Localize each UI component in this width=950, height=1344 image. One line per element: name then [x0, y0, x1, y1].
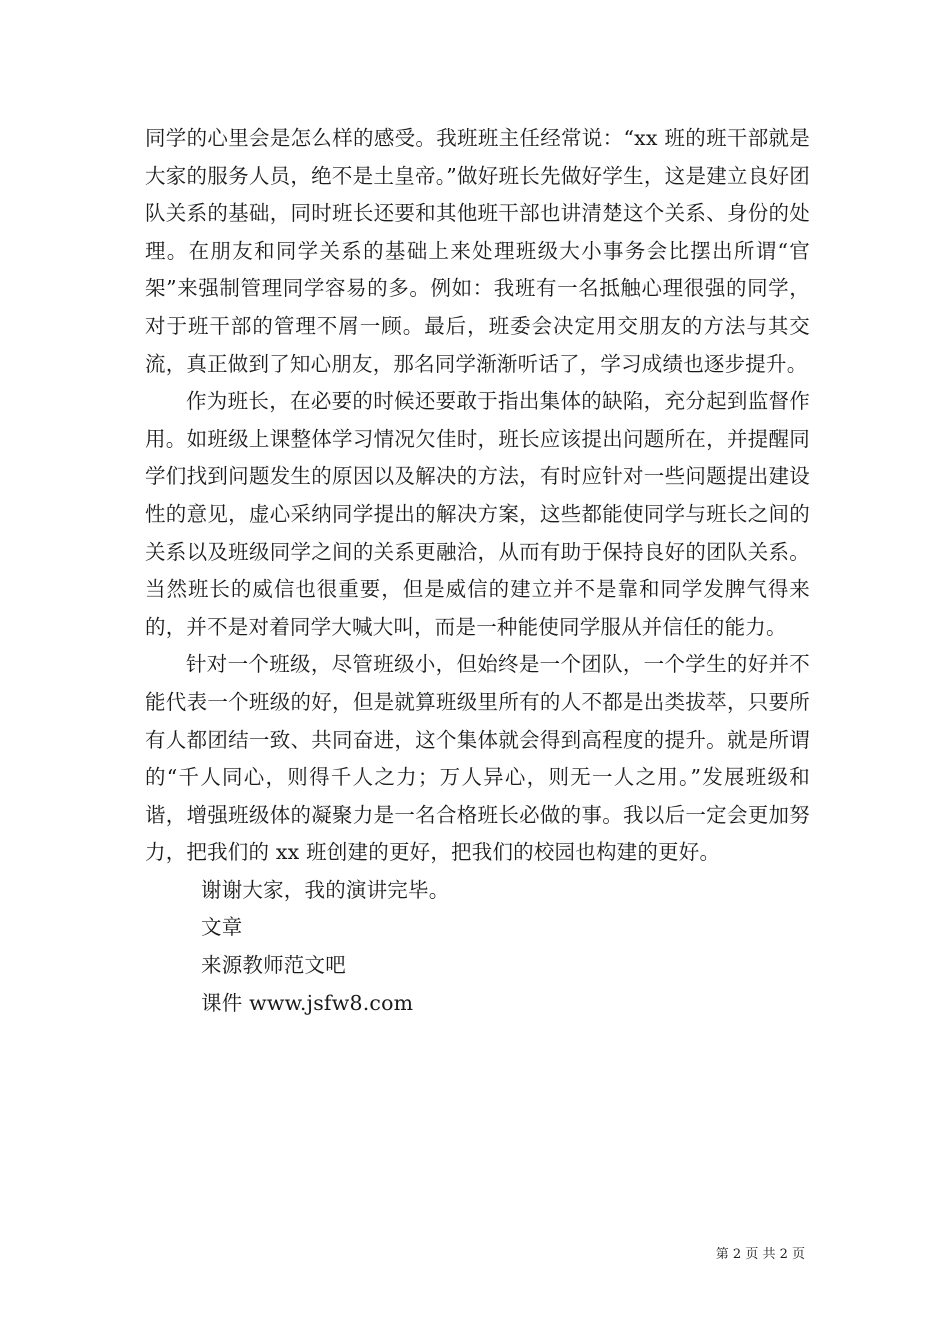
closing-line-courseware: 课件 www.jsfw8.com [201, 990, 414, 1015]
document-body [145, 120, 810, 1022]
paragraph-3: 针对一个班级，尽管班级小，但始终是一个团队，一个学生的好并不能代表一个班级的好，但是就算班级里所有的人不都是出类拔萃，只要所有人都团结一致、共同奋进，这个集体就会得到高程度的提升。就是所谓的“千人同心，则得千人之力；万人异心，则无一人之用。”发展班级和谐，增强班级体的凝聚力是一名合格班长必做的事。我以后一定会更加努力，把我们的 xx 班创建的更好，把我们的校园也构建的更好。 [145, 652, 810, 865]
closing-line-thanks: 谢谢大家，我的演讲完毕。 [201, 877, 450, 902]
closing-line-article: 文章 [201, 915, 243, 940]
page-number-footer: 第 2 页 共 2 页 [715, 1247, 805, 1262]
closing-line-source: 来源教师范文吧 [201, 953, 346, 978]
paragraph-1: 同学的心里会是怎么样的感受。我班班主任经常说：“xx 班的班干部就是大家的服务人员，绝不是土皇帝。”做好班长先做好学生，这是建立良好团队关系的基础，同时班长还要和其他班干部也讲清楚这个关系、身份的处理。在朋友和同学关系的基础上来处理班级大小事务会比摆出所谓“官架”来强制管理同学容易的多。例如：我班有一名抵触心理很强的同学，对于班干部的管理不屑一顾。最后，班委会决定用交朋友的方法与其交流，真正做到了知心朋友，那名同学渐渐听话了，学习成绩也逐步提升。 [145, 126, 810, 376]
paragraph-2: 作为班长，在必要的时候还要敢于指出集体的缺陷，充分起到监督作用。如班级上课整体学习情况欠佳时，班长应该提出问题所在，并提醒同学们找到问题发生的原因以及解决的方法，有时应针对一些问题提出建设性的意见，虚心采纳同学提出的解决方案，这些都能使同学与班长之间的关系以及班级同学之间的关系更融洽，从而有助于保持良好的团队关系。当然班长的威信也很重要，但是威信的建立并不是靠和同学发脾气得来的，并不是对着同学大喊大叫，而是一种能使同学服从并信任的能力。 [145, 389, 810, 639]
